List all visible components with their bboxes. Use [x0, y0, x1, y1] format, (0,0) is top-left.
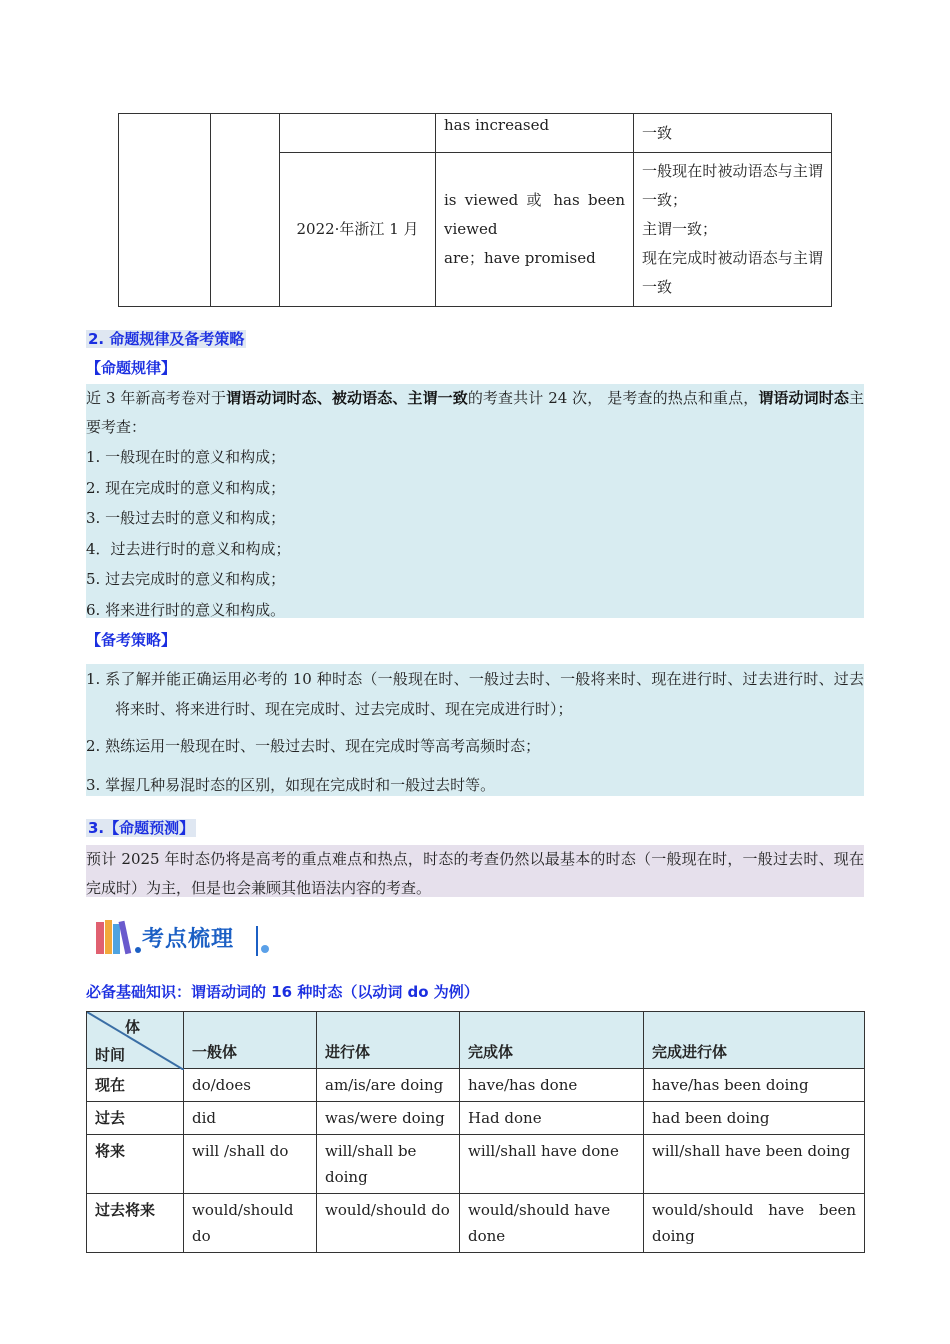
table-cell: did — [184, 1102, 317, 1135]
banner-title: 考点梳理 — [142, 927, 235, 952]
corner-top-label: 体 — [125, 1018, 141, 1036]
prediction-paragraph: 预计 2025 年时态仍将是高考的重点难点和热点，时态的考查仍然以最基本的时态（一般现在时，一般过去时、现在完成时）为主，但是也会兼顾其他语法内容的考查。 — [86, 845, 864, 897]
table-cell: will/shall have done — [460, 1135, 644, 1194]
table-cell: would/should do — [184, 1194, 317, 1253]
table-cell: will/shall have been doing — [644, 1135, 865, 1194]
section-3-title: 3.【命题预测】 — [88, 819, 195, 837]
column-header: 一般体 — [184, 1012, 317, 1069]
table-cell: had been doing — [644, 1102, 865, 1135]
table-cell — [436, 153, 634, 307]
row-header: 过去将来 — [87, 1194, 184, 1253]
table-cell: do/does — [184, 1069, 317, 1102]
table-cell: would/should do — [317, 1194, 460, 1253]
table-cell: have/has done — [460, 1069, 644, 1102]
list-item: 2. 熟练运用一般现在时、一般过去时、现在完成时等高考高频时态； — [86, 737, 541, 755]
intro-bold: 谓语动词时态 — [758, 389, 849, 407]
cell-text: 一般现在时被动语态与主谓一致； — [642, 162, 823, 209]
table-cell: am/is/are doing — [317, 1069, 460, 1102]
list-item: 1. 系了解并能正确运用必考的 10 种时态（一般现在时、一般过去时、一般将来时、现在进行时、过去进行时、过去将来时、将来进行时、现在完成时、过去完成时、现在完成进行时）； — [86, 670, 864, 718]
table-cell — [280, 114, 436, 153]
banner-cursor-icon — [254, 924, 270, 958]
cell-text: is viewed 或 has been viewed — [444, 191, 625, 238]
table-row — [87, 1194, 865, 1253]
section-banner — [94, 916, 284, 960]
table-cell: would/should have done — [460, 1194, 644, 1253]
rules-box — [86, 384, 864, 618]
table-cell: would/should have been doing — [644, 1194, 865, 1253]
strategy-title: 【备考策略】 — [86, 631, 177, 649]
intro-bold: 谓语动词时态、被动语态、主谓一致 — [226, 389, 468, 407]
table-cell — [634, 153, 832, 307]
section-heading — [86, 324, 864, 355]
table-cell — [436, 114, 634, 153]
table-cell — [280, 153, 436, 307]
table-row — [87, 1135, 865, 1194]
table-cell — [119, 114, 211, 307]
intro-text: 主要考查： — [86, 389, 864, 436]
table-cell — [211, 114, 280, 307]
strategy-title-row — [86, 625, 864, 656]
tense-table — [86, 1011, 865, 1253]
top-table — [118, 113, 832, 307]
row-header: 将来 — [87, 1135, 184, 1194]
rule-title: 【命题规律】 — [86, 359, 177, 377]
rule-title-row — [86, 353, 864, 384]
column-header: 完成体 — [460, 1012, 644, 1069]
column-header: 进行体 — [317, 1012, 460, 1069]
cell-text: 主谓一致； — [642, 220, 718, 238]
table-cell: will /shall do — [184, 1135, 317, 1194]
table-row — [87, 1069, 865, 1102]
books-icon — [94, 916, 142, 956]
table-header-row — [87, 1012, 865, 1069]
list-item: 3. 掌握几种易混时态的区别，如现在完成时和一般过去时等。 — [86, 775, 496, 794]
list-item: 3. 一般过去时的意义和构成； — [86, 509, 286, 527]
column-header: 完成进行体 — [644, 1012, 865, 1069]
section-heading — [86, 813, 864, 844]
table-cell: will/shall be doing — [317, 1135, 460, 1194]
strategy-box — [86, 664, 864, 796]
list-item: 2. 现在完成时的意义和构成； — [86, 478, 286, 497]
table-cell — [634, 114, 832, 153]
row-header: 过去 — [87, 1102, 184, 1135]
cell-text: are；have promised — [444, 249, 596, 267]
intro-paragraph — [86, 384, 864, 442]
corner-bottom-label: 时间 — [95, 1046, 126, 1064]
list-item: 5. 过去完成时的意义和构成； — [86, 570, 286, 588]
section-2-title: 2. 命题规律及备考策略 — [88, 330, 245, 348]
list-item: 1. 一般现在时的意义和构成； — [86, 448, 286, 466]
intro-text: 近 3 年新高考卷对于 — [86, 389, 227, 407]
table-row — [119, 114, 832, 153]
cell-text: 一致 — [642, 123, 673, 142]
cell-text: 2022·年浙江 1 月 — [296, 220, 419, 238]
row-header: 现在 — [87, 1069, 184, 1102]
cell-text: 现在完成时被动语态与主谓一致 — [642, 249, 823, 296]
corner-header-cell — [87, 1012, 184, 1069]
cell-text: has increased — [444, 116, 550, 134]
table-row — [87, 1102, 865, 1135]
table-cell: was/were doing — [317, 1102, 460, 1135]
list-item: 4．过去进行时的意义和构成； — [86, 539, 291, 558]
tense-table-title: 必备基础知识：谓语动词的 16 种时态（以动词 do 为例） — [86, 983, 479, 1001]
table-cell: Had done — [460, 1102, 644, 1135]
intro-text: 的考查共计 24 次， 是考查的热点和重点， — [467, 389, 759, 407]
table-cell: have/has been doing — [644, 1069, 865, 1102]
list-item: 6. 将来进行时的意义和构成。 — [86, 600, 286, 619]
